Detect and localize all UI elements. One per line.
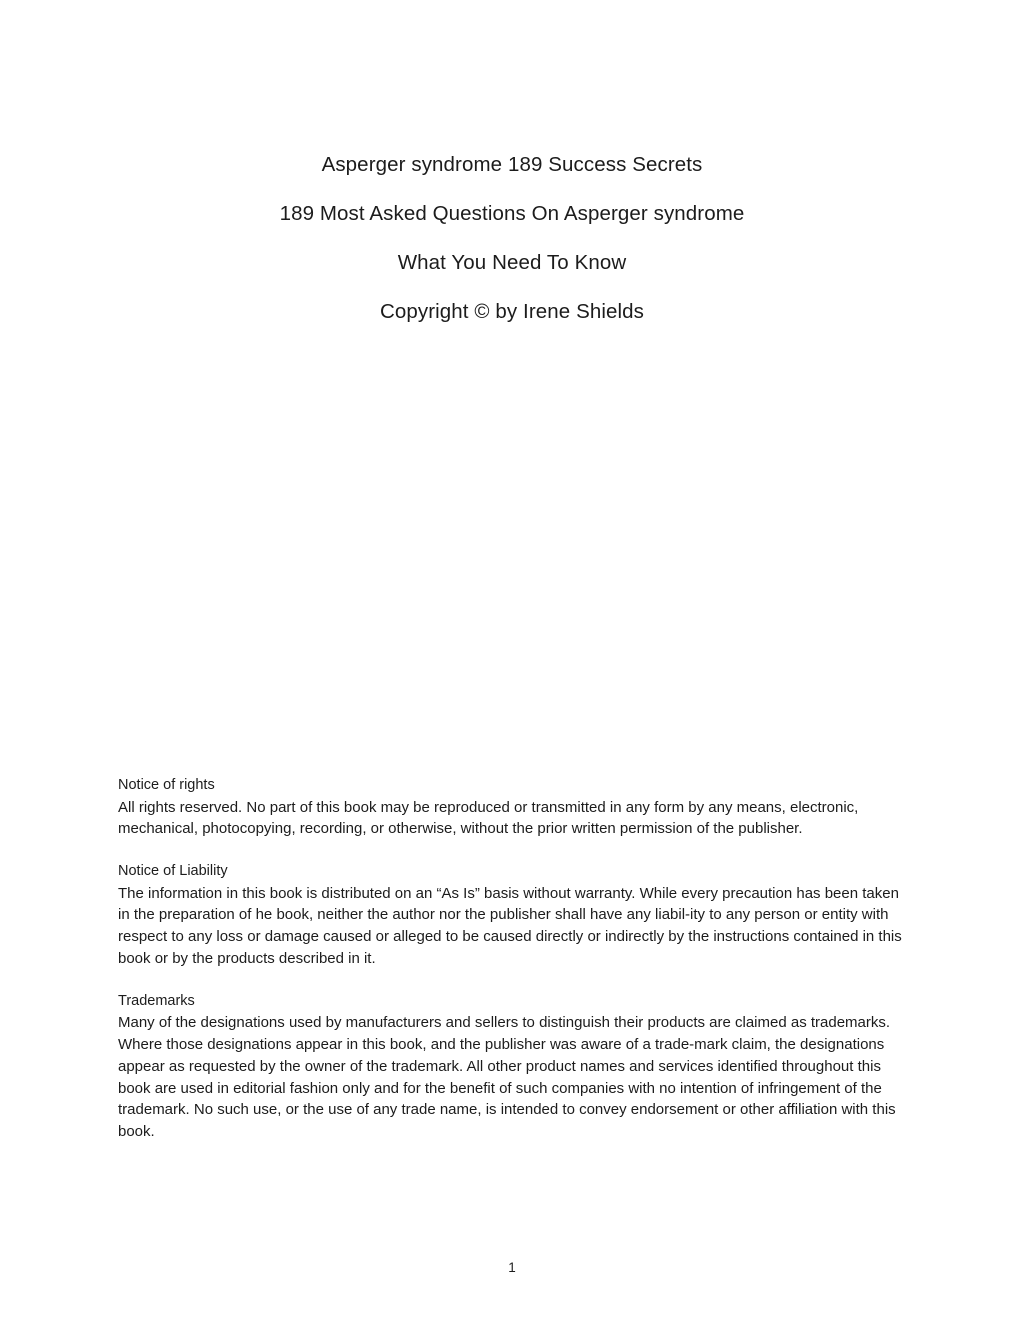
- notice-trademarks-body: Many of the designations used by manufacturers and sellers to distinguish their products are claimed as trademarks. Where those designations appear in this book, and the publisher was aware of a trade-mark claim, the designations appear as requested by the owner of the trademark. All other product names and services identified throughout this book are used in editorial fashion only and for the benefit of such companies with no intention of infringement of the trademark. No such use, or the use of any trade name, is intended to convey endorsement or other affiliation with this book.: [118, 1014, 896, 1141]
- legal-notices: [118, 775, 908, 1143]
- book-subtitle: 189 Most Asked Questions On Asperger syndrome: [279, 202, 745, 225]
- book-tagline: What You Need To Know: [397, 251, 627, 274]
- notice-liability: [118, 861, 908, 970]
- book-title: Asperger syndrome 189 Success Secrets: [321, 153, 703, 176]
- title-block: [0, 140, 1024, 336]
- notice-rights-body: All rights reserved. No part of this book may be reproduced or transmitted in any form by any means, electronic, mechanical, photocopying, recording, or otherwise, without the prior written permission of the publisher.: [118, 798, 859, 838]
- notice-rights: [118, 775, 908, 840]
- notice-trademarks-heading: Trademarks: [118, 992, 195, 1009]
- copyright-line: Copyright © by Irene Shields: [379, 300, 645, 323]
- notice-liability-heading: Notice of Liability: [118, 863, 228, 880]
- notice-trademarks: [118, 991, 908, 1143]
- page-number: 1: [508, 1260, 516, 1275]
- notice-rights-heading: Notice of rights: [118, 777, 215, 793]
- notice-liability-body: The information in this book is distributed on an “As Is” basis without warranty. While every precaution has been taken in the preparation of he book, neither the author nor the publisher shall have any liabil-ity to any person or entity with respect to any loss or damage caused or alleged to be caused directly or indirectly by the instructions contained in this book or by the products described in it.: [118, 884, 902, 967]
